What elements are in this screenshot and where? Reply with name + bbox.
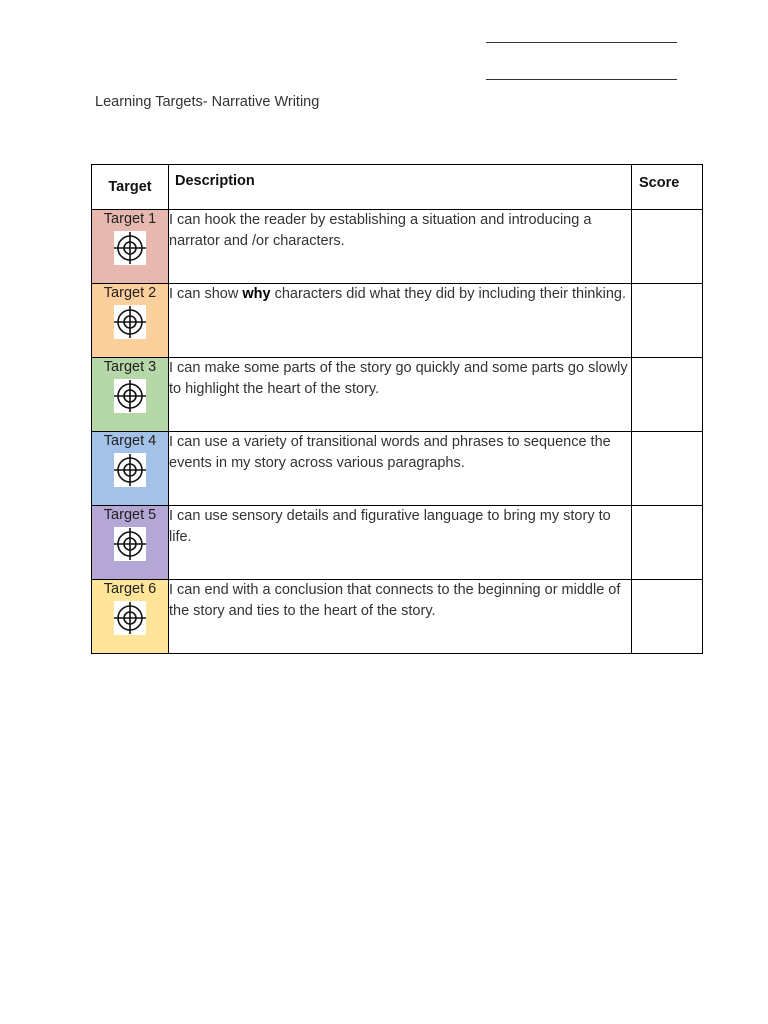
score-cell[interactable] [632, 284, 703, 358]
score-cell[interactable] [632, 580, 703, 654]
table-row [92, 432, 703, 506]
name-blank-line [486, 42, 677, 43]
crosshair-target-icon [114, 601, 146, 635]
crosshair-target-icon [114, 305, 146, 339]
description-cell: I can use sensory details and figurative language to bring my story to life. [169, 506, 632, 580]
description-cell: I can use a variety of transitional words and phrases to sequence the events in my story across various paragraphs. [169, 432, 632, 506]
column-header-score: Score [632, 165, 703, 210]
description-cell: I can make some parts of the story go quickly and some parts go slowly to highlight the heart of the story. [169, 358, 632, 432]
target-cell [92, 580, 169, 654]
crosshair-target-icon [114, 379, 146, 413]
page-title: Learning Targets- Narrative Writing [95, 94, 320, 110]
table-row [92, 358, 703, 432]
table-header-row [92, 165, 703, 210]
target-cell [92, 210, 169, 284]
description-cell [169, 284, 632, 358]
column-header-target: Target [92, 165, 169, 210]
target-label: Target 3 [103, 359, 157, 375]
target-cell [92, 506, 169, 580]
description-emphasis: why [242, 286, 271, 302]
target-label: Target 2 [103, 285, 157, 301]
table-row [92, 580, 703, 654]
description-text-end: characters did what they did by including their thinking. [270, 286, 626, 302]
score-cell[interactable] [632, 506, 703, 580]
table-row [92, 506, 703, 580]
column-header-description: Description [169, 165, 632, 210]
target-label: Target 5 [103, 507, 157, 523]
target-label: Target 4 [103, 433, 157, 449]
score-cell[interactable] [632, 358, 703, 432]
target-cell [92, 358, 169, 432]
description-cell: I can end with a conclusion that connects to the beginning or middle of the story and ties to the heart of the story. [169, 580, 632, 654]
target-label: Target 6 [103, 581, 157, 597]
crosshair-target-icon [114, 231, 146, 265]
table-row [92, 284, 703, 358]
crosshair-target-icon [114, 527, 146, 561]
target-cell [92, 432, 169, 506]
description-text-start: I can show [169, 286, 243, 302]
score-cell[interactable] [632, 210, 703, 284]
crosshair-target-icon [114, 453, 146, 487]
target-cell [92, 284, 169, 358]
date-blank-line [486, 79, 677, 80]
learning-targets-table [91, 164, 703, 654]
description-cell: I can hook the reader by establishing a situation and introducing a narrator and /or characters. [169, 210, 632, 284]
target-label: Target 1 [103, 211, 157, 227]
table-row [92, 210, 703, 284]
score-cell[interactable] [632, 432, 703, 506]
